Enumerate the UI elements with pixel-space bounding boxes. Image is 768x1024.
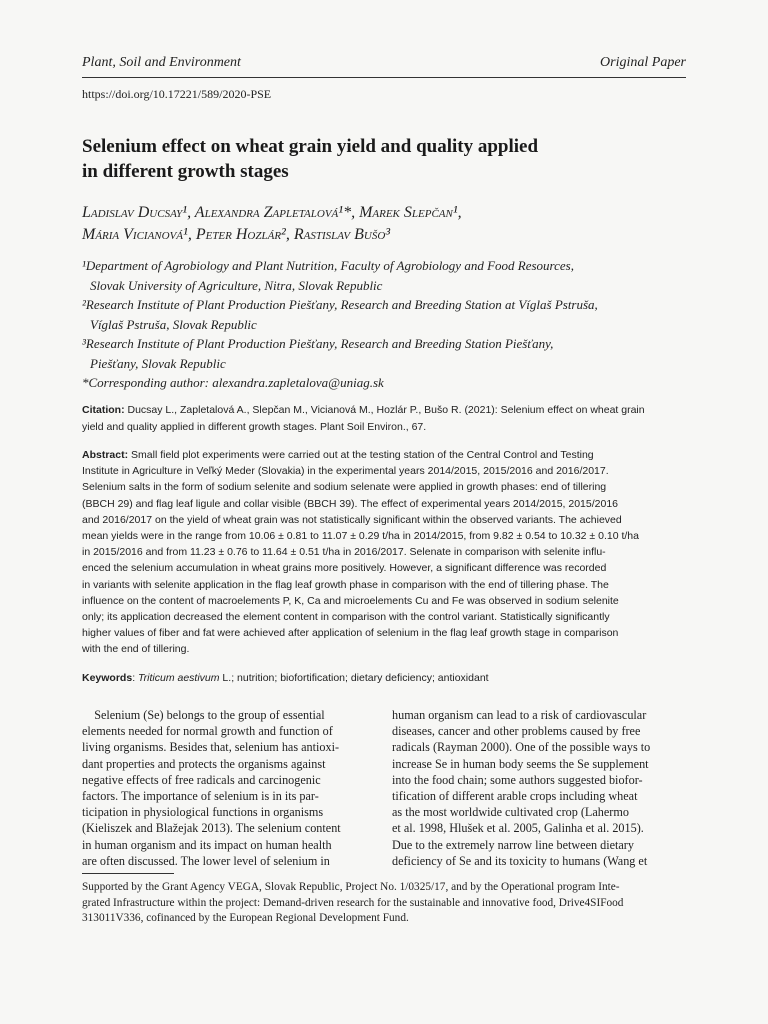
citation-line-1 <box>82 402 686 419</box>
body-line: into the food chain; some authors suggested biofor- <box>392 772 643 787</box>
title-line-2: in different growth stages <box>82 161 289 182</box>
funding-footnote <box>82 880 686 927</box>
body-line: elements needed for normal growth and function of <box>82 724 333 739</box>
body-line: negative effects of free radicals and carcinogenic <box>82 772 321 787</box>
body-line: in human organism and its impact on human health <box>82 837 332 852</box>
abstract-first-line: Small field plot experiments were carried out at the testing station of the Central Control and Testing <box>131 449 594 461</box>
abstract-line: in 2015/2016 and from 11.23 ± 0.76 to 11.64 ± 0.51 t/ha in 2016/2017. Selenate in comparison with selenite influ- <box>82 546 606 559</box>
authors-line-2: Mária Vicianová¹, Peter Hozlár², Rastislav Bušo³ <box>82 226 391 243</box>
affiliation-line: Víglaš Pstruša, Slovak Republic <box>90 316 257 332</box>
body-line: increase Se in human body seems the Se supplement <box>392 756 649 771</box>
body-line: factors. The importance of selenium is in its par- <box>82 789 319 804</box>
affiliation-line: Slovak University of Agriculture, Nitra, Slovak Republic <box>90 277 383 293</box>
body-column-right <box>392 707 687 869</box>
citation-label: Citation: <box>82 404 125 416</box>
abstract-line: with the end of tillering. <box>82 643 190 656</box>
abstract-label: Abstract: <box>82 449 129 461</box>
body-line: are often discussed. The lower level of selenium in <box>82 853 330 868</box>
body-line: ticipation in physiological functions in organisms <box>82 805 324 820</box>
affiliation-line: Piešťany, Slovak Republic <box>90 355 226 371</box>
keyword-species: Triticum aestivum <box>138 672 220 684</box>
footnote-line: grated Infrastructure within the project: Demand-driven research for the sustainable and innovative food, Drive4SIFood <box>82 896 624 909</box>
body-line: as the most worldwide cultivated crop (Lahermo <box>392 805 629 820</box>
body-line: dant properties and protects the organisms against <box>82 756 326 771</box>
authors-line-1: Ladislav Ducsay¹, Alexandra Zapletalová¹*, Marek Slepčan¹, <box>82 204 462 221</box>
footnote-line: Supported by the Grant Agency VEGA, Slovak Republic, Project No. 1/0325/17, and by the Operational program Inte- <box>82 881 620 893</box>
title-line-1: Selenium effect on wheat grain yield and quality applied <box>82 136 539 157</box>
affiliation-line: ¹Department of Agrobiology and Plant Nutrition, Faculty of Agrobiology and Food Resources, <box>82 258 574 273</box>
abstract-line <box>82 447 686 463</box>
paper-title <box>82 134 682 184</box>
corresponding-author: *Corresponding author: alexandra.zapletalova@uniag.sk <box>82 375 384 390</box>
article-type: Original Paper <box>600 55 686 70</box>
journal-name: Plant, Soil and Environment <box>82 55 241 70</box>
keywords-list: L.; nutrition; biofortification; dietary deficiency; antioxidant <box>219 672 489 684</box>
footnote-divider <box>82 873 174 874</box>
body-line: Due to the extremely narrow line between dietary <box>392 837 634 852</box>
author-list <box>82 202 686 246</box>
body-line: radicals (Rayman 2000). One of the possible ways to <box>392 740 651 755</box>
abstract-line: only; its application decreased the element content in comparison with the control variant. Statistically significantly <box>82 611 610 624</box>
citation-block <box>82 402 686 435</box>
header-divider <box>82 77 686 78</box>
abstract-line: influence on the content of macroelements P, K, Ca and microelements Cu and Fe was observed in sodium selenite <box>82 594 619 607</box>
keywords-label: Keywords <box>82 672 133 684</box>
abstract-line: in variants with selenite application in the flag leaf growth phase in comparison with the end of tillering phase. The <box>82 578 609 591</box>
body-line: deficiency of Se and its toxicity to humans (Wang et <box>392 853 648 868</box>
affiliations <box>82 256 686 393</box>
body-line: human organism can lead to a risk of cardiovascular <box>392 708 647 722</box>
affiliation-line: ²Research Institute of Plant Production Piešťany, Research and Breeding Station at Víglaš Pstruša, <box>82 297 598 312</box>
abstract-block <box>82 447 686 658</box>
keywords-block: Keywords: Triticum aestivum L.; nutrition; biofortification; dietary deficiency; antioxidant <box>82 672 489 684</box>
body-line: et al. 1998, Hlušek et al. 2005, Galinha et al. 2015). <box>392 821 644 836</box>
body-line: (Kieliszek and Blažejak 2013). The selenium content <box>82 821 341 836</box>
body-line: Selenium (Se) belongs to the group of essential <box>82 708 325 722</box>
doi-link[interactable]: https://doi.org/10.17221/589/2020-PSE <box>82 87 272 101</box>
abstract-line: Selenium salts in the form of sodium selenite and sodium selenate were applied in growth phases: end of tillering <box>82 481 607 494</box>
abstract-line: (BBCH 29) and flag leaf ligule and collar visible (BBCH 39). The effect of experimental years 2014/2015, 2015/2016 <box>82 497 619 510</box>
body-line: tification of different arable crops including wheat <box>392 789 638 804</box>
body-line: diseases, cancer and other problems caused by free <box>392 724 641 739</box>
body-line: living organisms. Besides that, selenium has antioxi- <box>82 740 340 755</box>
footnote-line: 313011V336, cofinanced by the European Regional Development Fund. <box>82 912 409 924</box>
abstract-line: and 2016/2017 on the yield of wheat grain was not statistically significant within the observed variants. The achieved <box>82 513 622 526</box>
running-head <box>82 55 686 75</box>
abstract-line: Institute in Agriculture in Veľký Meder (Slovakia) in the experimental years 2014/2015, 2015/2016 and 2016/2017. <box>82 465 609 478</box>
abstract-line: mean yields were in the range from 10.06 ± 0.81 to 11.07 ± 0.29 t/ha in 2014/2015, from 9.82 ± 0.54 to 10.32 ± 0.10 t/ha <box>82 530 639 543</box>
abstract-line: enced the selenium accumulation in wheat grains more positively. However, a significant difference was recorded <box>82 562 607 575</box>
citation-text-1: Ducsay L., Zapletalová A., Slepčan M., Vicianová M., Hozlár P., Bušo R. (2021): Selenium effect on wheat grain <box>127 404 645 416</box>
citation-line-2: yield and quality applied in different growth stages. Plant Soil Environ., 67. <box>82 420 427 433</box>
affiliation-line: ³Research Institute of Plant Production Piešťany, Research and Breeding Station Piešťany, <box>82 336 554 351</box>
body-column-left <box>82 707 377 869</box>
abstract-line: higher values of fiber and fat were achieved after application of selenium in the flag leaf growth stage in comparison <box>82 627 619 640</box>
